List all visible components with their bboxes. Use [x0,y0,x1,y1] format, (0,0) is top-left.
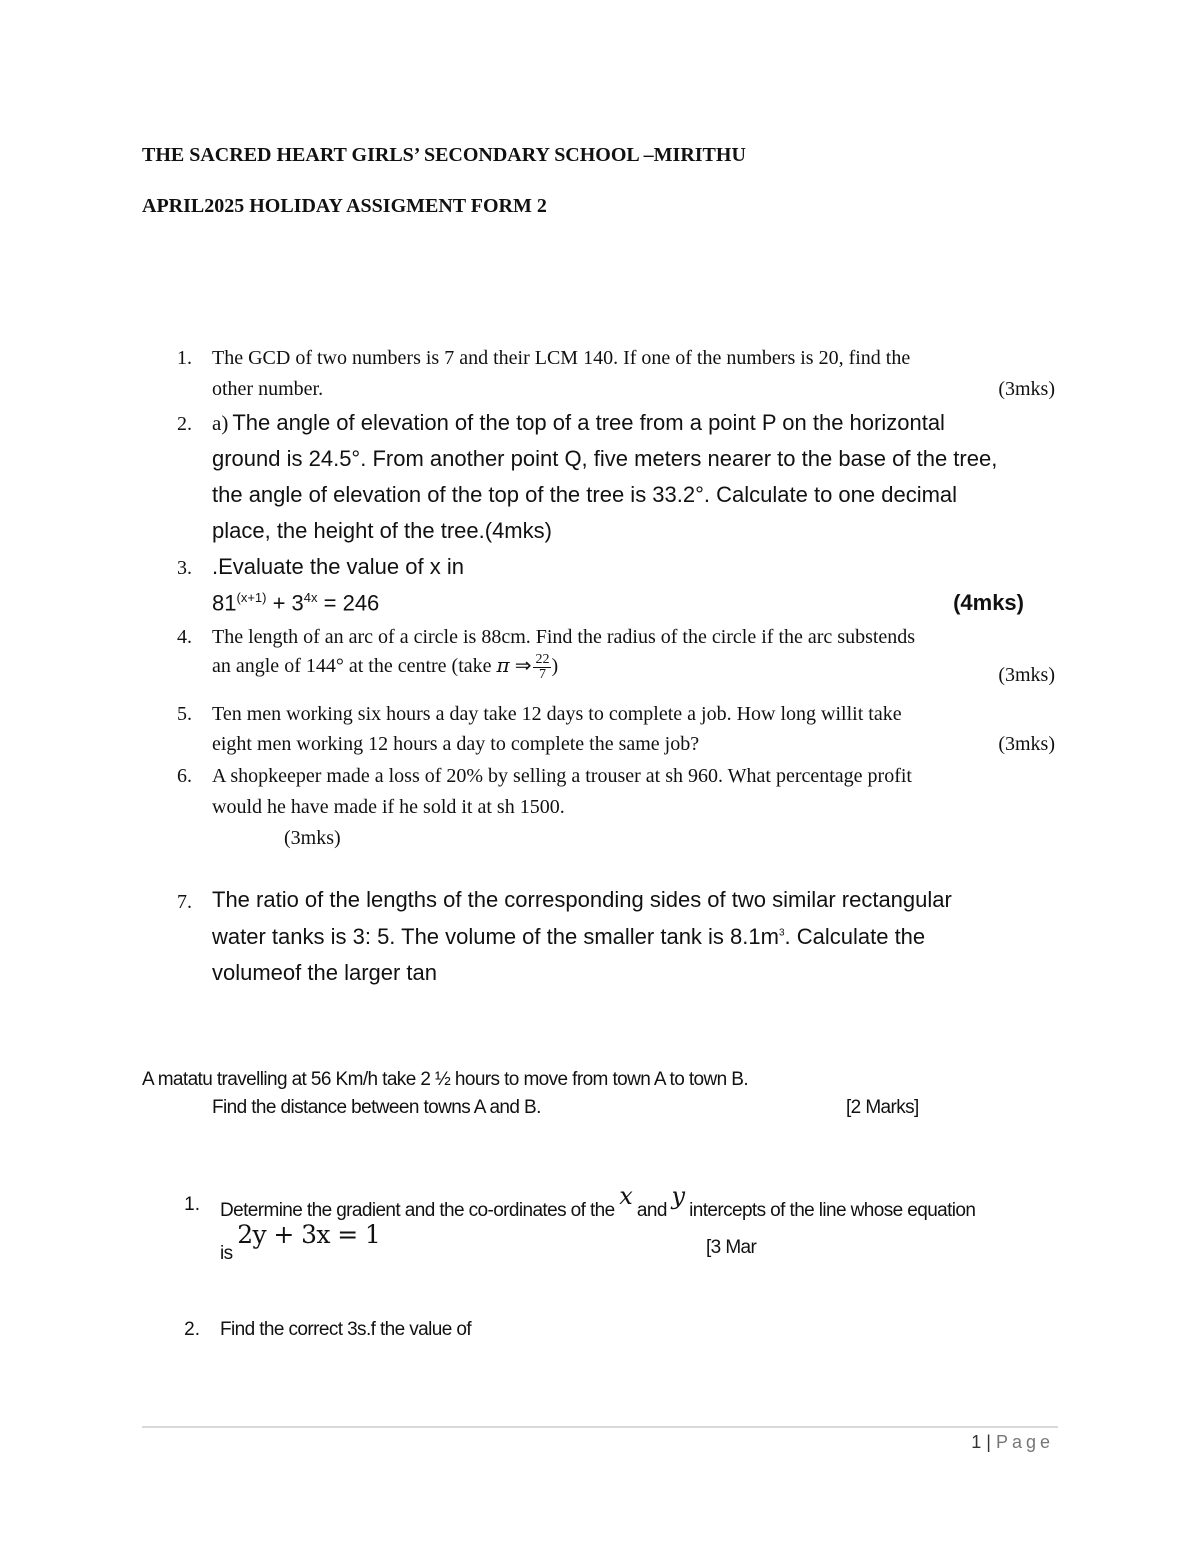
variable-y: y [671,1182,685,1210]
question-text: is 2y + 3x = 1 [220,1220,381,1264]
question-line: The angle of elevation of the top of a tree from a point P on the horizontal [232,410,945,435]
part-label: a) [212,411,229,435]
assignment-title: APRIL2025 HOLIDAY ASSIGMENT FORM 2 [142,195,547,217]
question-number: 2. [177,413,192,435]
variable-x: x [619,1182,633,1210]
question-text: water tanks is 3: 5. The volume of the smaller tank is $8.1m^3$. Calculate the [212,924,926,949]
question-text [212,410,945,436]
question-number: 5. [177,703,192,725]
question-number: 6. [177,765,192,787]
question-text: volumeof the larger tan [212,960,438,985]
question-text: Find the correct 3s.f the value of [220,1319,472,1340]
page-footer [971,1432,1054,1453]
question-text: The length of an arc of a circle is 88cm. Find the radius of the circle if the arc substends [212,626,916,648]
fraction: $\frac{22}{7}$ [535,652,550,682]
question-line: ground is 24.5°. From another point Q, five meters nearer to the base of the tree, [212,446,998,471]
equation: 2y + 3x = 1 [237,1220,381,1249]
question-text: The ratio of the lengths of the corresponding sides of two similar rectangular [212,887,952,912]
question-text: A shopkeeper made a loss of 20% by selling a trouser at sh 960. What percentage profit [212,765,912,787]
question-text: Determine the gradient and the co-ordinates of the x and y intercepts of the line whose equation [220,1182,976,1221]
marks-label: [3 Mar [706,1237,757,1258]
question-line: the angle of elevation of the top of the tree is 33.2°. Calculate to one decimal [212,482,958,507]
pi-symbol: π [496,653,510,678]
question-line: place, the height of the tree.(4mks) [212,518,552,543]
marks-label: (3mks) [998,664,1055,686]
question-number: 2. [184,1319,200,1340]
question-text: an angle of 144° at the centre (take π ⇒ $\frac{22}{7}$ ) [212,652,559,682]
page-number: 1 [971,1432,982,1452]
marks-label: (3mks) [998,378,1055,400]
question-text: Ten men working six hours a day take 12 days to complete a job. How long willit take [212,703,902,725]
marks-label: (4mks) [953,590,1024,615]
question-text: eight men working 12 hours a day to complete the same job? [212,733,700,755]
question-text: A matatu travelling at 56 Km/h take 2 ½ hours to move from town A to town B. [142,1069,749,1090]
school-title: THE SACRED HEART GIRLS’ SECONDARY SCHOOL –MIRITHU [142,144,746,166]
page-label: Page [995,1432,1054,1452]
marks-label: (3mks) [284,827,341,849]
question-text: .Evaluate the value of x in [212,554,464,579]
question-number: 4. [177,626,192,648]
footer-divider [142,1426,1058,1428]
marks-label: (3mks) [998,733,1055,755]
equation: $81^{(x+1)} + 3^{4x} = 246$ [212,590,380,616]
question-text: The GCD of two numbers is 7 and their LCM 140. If one of the numbers is 20, find the [212,347,911,369]
question-text: other number. [212,378,324,400]
question-text: would he have made if he sold it at sh 1500. [212,796,565,818]
question-number: 1. [184,1194,200,1215]
footer-separator: | [981,1432,996,1452]
marks-label: [2 Marks] [846,1097,919,1118]
question-number: 1. [177,347,192,369]
question-number: 7. [177,891,192,913]
question-number: 3. [177,557,192,579]
question-text: Find the distance between towns A and B. [212,1097,541,1118]
